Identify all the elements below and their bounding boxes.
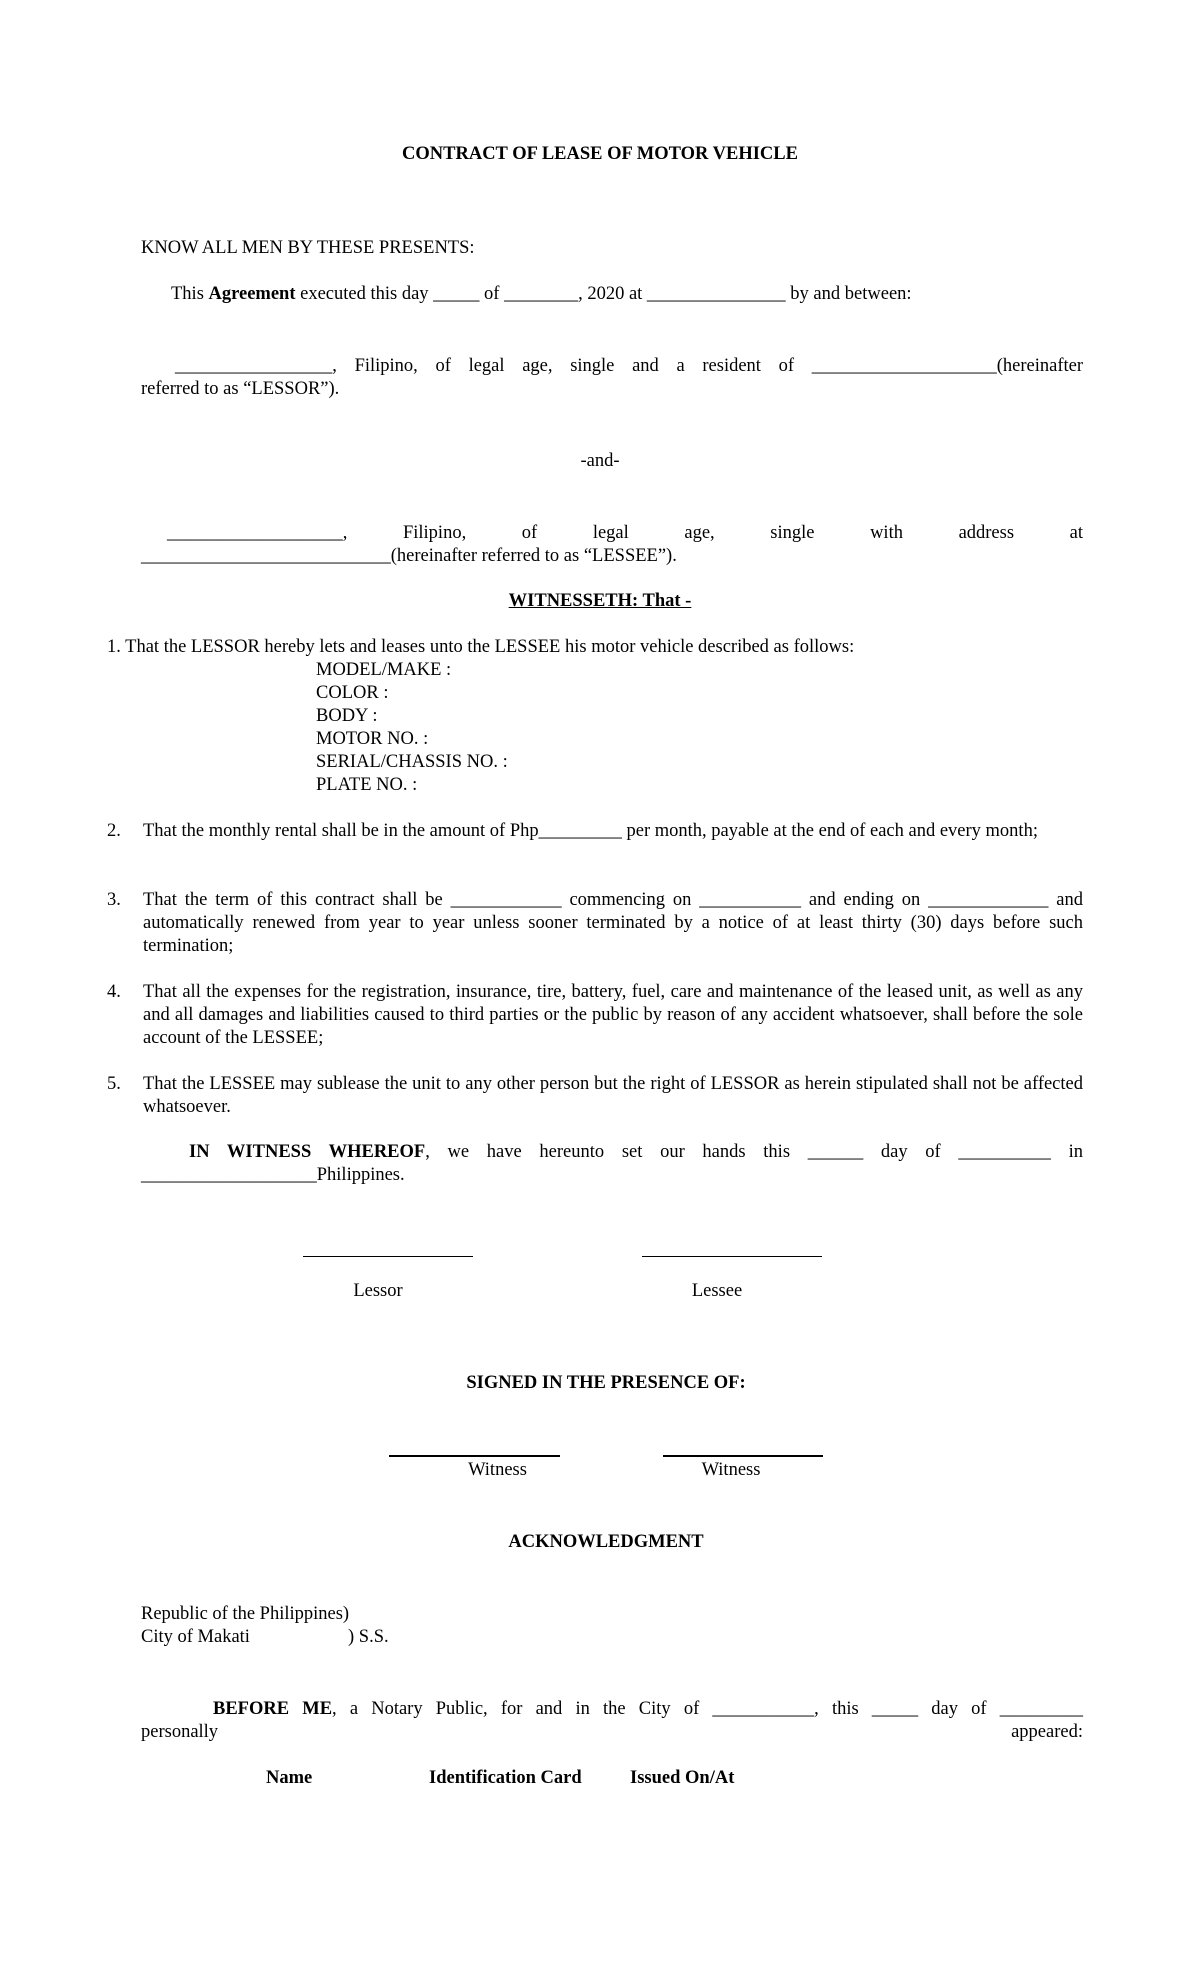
agreement-bold: Agreement [208,284,296,304]
table-header-issued: Issued On/At [630,1768,735,1788]
clause-number: 2. [107,821,121,841]
vehicle-field-model: MODEL/MAKE : [316,660,452,680]
clause-text: That the term of this contract shall be ____________ commencing on ___________ and ending on _____________ and automatically renewed from year to year unless sooner terminated by a notice of at least thirty (30) days before such termination; [143,890,1083,956]
lessor-party-line1: _________________, Filipino, of legal age, single and a resident of ____________________(hereinafter [175,356,1083,376]
in-witness-rest: , we have hereunto set our hands this ______ day of __________ in [425,1142,1083,1162]
signed-presence-heading: SIGNED IN THE PRESENCE OF: [466,1373,746,1393]
witness-1-signature-line [389,1455,560,1457]
lessee-party-line1: ___________________, Filipino, of legal age, single with address at [167,523,1083,543]
witness-2-signature-line [663,1455,823,1457]
in-witness-bold: IN WITNESS WHEREOF [189,1142,426,1162]
venue-line1: Republic of the Philippines) [141,1604,350,1624]
lessee-label: Lessee [691,1281,743,1301]
and-separator: -and- [580,451,620,471]
lessee-party-line2: ___________________________(hereinafter referred to as “LESSEE”). [141,546,677,566]
witness-1-label: Witness [468,1460,527,1480]
preamble: KNOW ALL MEN BY THESE PRESENTS: [141,238,475,258]
clause-number: 3. [107,890,121,910]
vehicle-field-body: BODY : [316,706,378,726]
before-me-appeared: appeared: [1011,1722,1083,1742]
witnesseth-heading: WITNESSETH: That - [508,591,692,611]
lessor-party-line2: referred to as “LESSOR”). [141,379,340,399]
agreement-line [171,283,912,306]
clause-number: 5. [107,1074,121,1094]
clause-4 [107,981,1083,1050]
before-me-personally: personally [141,1722,219,1742]
clause-5 [107,1073,1083,1119]
document-title: CONTRACT OF LEASE OF MOTOR VEHICLE [402,144,798,164]
clause-text: That all the expenses for the registration, insurance, tire, battery, fuel, care and maintenance of the leased unit, as well as any and all damages and liabilities caused to third parties or the public by reason of any accident whatsoever, shall before the sole account of the LESSEE; [143,982,1083,1048]
acknowledgment-heading: ACKNOWLEDGMENT [508,1532,704,1552]
clause-text: That the LESSEE may sublease the unit to any other person but the right of LESSOR as herein stipulated shall not be affected whatsoever. [143,1074,1083,1117]
venue-ss: ) S.S. [348,1627,389,1647]
clause-2 [107,820,1083,843]
before-me-line1 [213,1698,1083,1721]
agreement-post: executed this day _____ of ________, 2020 at _______________ by and between: [295,284,912,304]
before-me-rest: , a Notary Public, for and in the City of ___________, this _____ day of _________ [332,1699,1083,1719]
vehicle-field-motor: MOTOR NO. : [316,729,429,749]
vehicle-field-serial: SERIAL/CHASSIS NO. : [316,752,508,772]
vehicle-field-color: COLOR : [316,683,389,703]
clause-number: 4. [107,982,121,1002]
lessor-label: Lessor [353,1281,403,1301]
lessor-signature-line [303,1256,473,1257]
vehicle-field-plate: PLATE NO. : [316,775,418,795]
venue-city: City of Makati [141,1627,250,1647]
table-header-name: Name [266,1768,313,1788]
clause-3 [107,889,1083,958]
agreement-pre: This [171,284,209,304]
lessee-signature-line [642,1256,822,1257]
clause-1: 1. That the LESSOR hereby lets and leases unto the LESSEE his motor vehicle described as follows: [107,637,855,657]
before-me-bold: BEFORE ME [213,1699,333,1719]
witness-2-label: Witness [701,1460,761,1480]
clause-text: That the monthly rental shall be in the amount of Php_________ per month, payable at the end of each and every month; [143,821,1038,841]
table-header-id-card: Identification Card [429,1768,582,1788]
in-witness-line2: ___________________Philippines. [141,1165,405,1185]
in-witness-line1 [189,1141,1083,1164]
